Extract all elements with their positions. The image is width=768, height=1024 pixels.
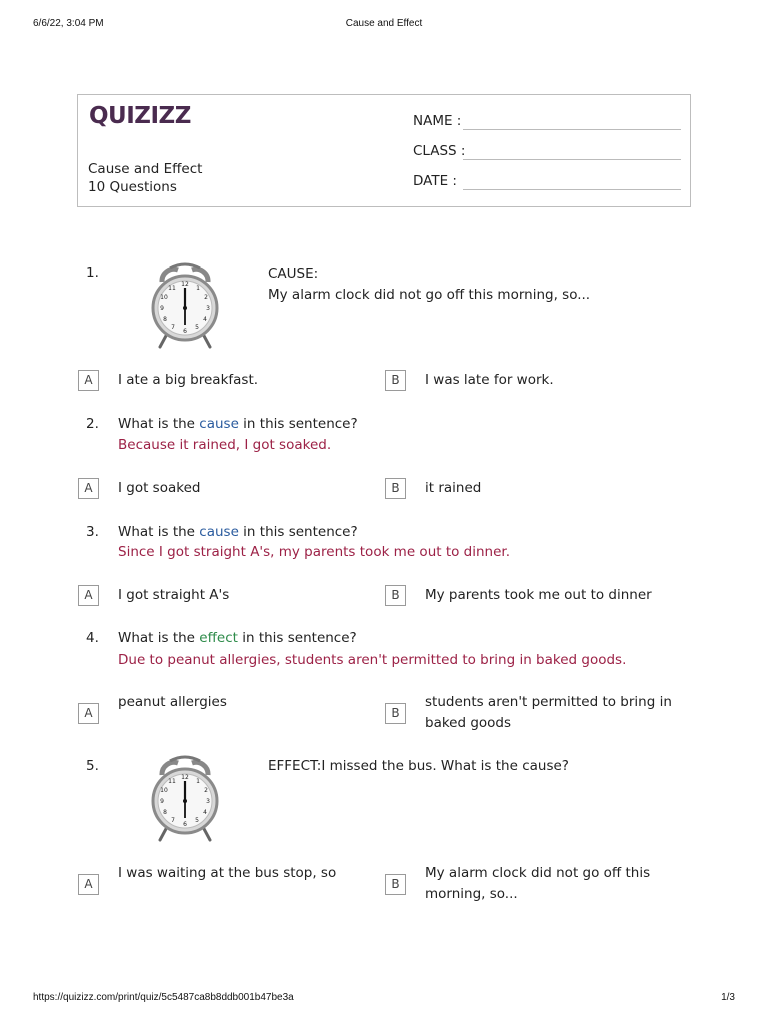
svg-text:11: 11: [168, 778, 176, 785]
option-b-box[interactable]: B: [385, 874, 406, 895]
option-a-text: I ate a big breakfast.: [118, 372, 259, 388]
option-a-text: peanut allergies: [118, 694, 227, 710]
option-a-box[interactable]: A: [78, 478, 99, 499]
svg-text:9: 9: [160, 798, 164, 805]
question-number: 4.: [86, 630, 99, 646]
name-label: NAME :: [413, 113, 462, 129]
page-number: 1/3: [721, 992, 735, 1003]
option-b-box[interactable]: B: [385, 478, 406, 499]
svg-text:10: 10: [160, 787, 168, 794]
class-label: CLASS :: [413, 143, 466, 159]
question-prefix: What is the: [118, 630, 200, 646]
svg-text:4: 4: [203, 316, 207, 323]
question-suffix: in this sentence?: [238, 524, 358, 540]
svg-text:9: 9: [160, 305, 164, 312]
question-sentence: Due to peanut allergies, students aren't permitted to bring in baked goods.: [118, 652, 627, 668]
svg-text:5: 5: [195, 817, 199, 824]
question-prefix: What is the: [118, 416, 200, 432]
svg-text:12: 12: [181, 281, 189, 288]
svg-text:11: 11: [168, 285, 176, 292]
svg-text:12: 12: [181, 774, 189, 781]
question-text: My alarm clock did not go off this morning, so...: [268, 287, 591, 303]
svg-text:7: 7: [171, 324, 175, 331]
svg-text:5: 5: [195, 324, 199, 331]
option-b-text: students aren't permitted to bring in baked goods: [425, 694, 672, 731]
question-sentence: Since I got straight A's, my parents took me out to dinner.: [118, 544, 511, 560]
print-timestamp: 6/6/22, 3:04 PM: [33, 18, 104, 29]
option-b-box[interactable]: B: [385, 703, 406, 724]
question-text: [118, 414, 358, 435]
svg-text:1: 1: [196, 778, 200, 785]
question-count: 10 Questions: [88, 179, 177, 195]
option-a-box[interactable]: A: [78, 370, 99, 391]
question-suffix: in this sentence?: [238, 416, 358, 432]
quiz-header-box: [77, 94, 691, 207]
print-footer: [0, 992, 768, 1006]
question-keyword: effect: [199, 630, 238, 646]
svg-text:6: 6: [183, 821, 187, 828]
option-a-box[interactable]: A: [78, 703, 99, 724]
svg-text:3: 3: [206, 305, 210, 312]
question-keyword: cause: [199, 524, 239, 540]
svg-text:6: 6: [183, 328, 187, 335]
option-a-text: I got soaked: [118, 480, 201, 496]
option-a-box[interactable]: A: [78, 874, 99, 895]
quizizz-logo: QUIZIZZ: [89, 103, 191, 129]
question-number: 1.: [86, 265, 99, 281]
alarm-clock-image: [140, 755, 230, 843]
svg-text:4: 4: [203, 809, 207, 816]
alarm-clock-image: [140, 262, 230, 350]
option-b-text: My alarm clock did not go off this morning, so...: [425, 865, 651, 902]
question-number: 2.: [86, 416, 99, 432]
svg-text:8: 8: [163, 316, 167, 323]
print-title: Cause and Effect: [345, 18, 423, 29]
date-line: [463, 189, 681, 190]
option-b-text: it rained: [425, 480, 482, 496]
option-b-text: My parents took me out to dinner: [425, 587, 652, 603]
option-b-box[interactable]: B: [385, 585, 406, 606]
question-number: 3.: [86, 524, 99, 540]
question-sentence: Because it rained, I got soaked.: [118, 437, 332, 453]
option-a-text: I got straight A's: [118, 587, 230, 603]
svg-text:2: 2: [204, 294, 208, 301]
option-a-text: I was waiting at the bus stop, so: [118, 865, 337, 881]
option-b-box[interactable]: B: [385, 370, 406, 391]
class-line: [463, 159, 681, 160]
question-number: 5.: [86, 758, 99, 774]
svg-text:10: 10: [160, 294, 168, 301]
option-a-box[interactable]: A: [78, 585, 99, 606]
svg-text:1: 1: [196, 285, 200, 292]
print-header: [0, 18, 768, 32]
svg-text:8: 8: [163, 809, 167, 816]
question-keyword: cause: [199, 416, 239, 432]
svg-text:3: 3: [206, 798, 210, 805]
question-text: [118, 628, 357, 649]
question-suffix: in this sentence?: [237, 630, 357, 646]
question-text: EFFECT:I missed the bus. What is the cause?: [268, 758, 569, 774]
svg-text:2: 2: [204, 787, 208, 794]
question-text: [118, 522, 358, 543]
question-prefix: What is the: [118, 524, 200, 540]
date-label: DATE :: [413, 173, 457, 189]
svg-text:7: 7: [171, 817, 175, 824]
question-label: CAUSE:: [268, 266, 319, 282]
quiz-title: Cause and Effect: [88, 161, 203, 177]
name-line: [463, 129, 681, 130]
option-b-text: I was late for work.: [425, 372, 554, 388]
print-url: https://quizizz.com/print/quiz/5c5487ca8b8ddb001b47be3a: [33, 992, 294, 1003]
